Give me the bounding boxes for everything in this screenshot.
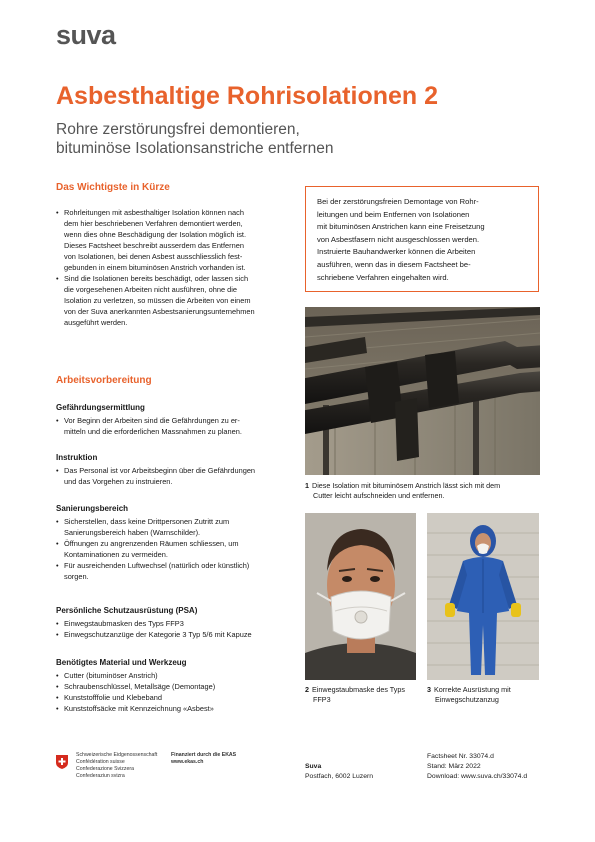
figure-caption [305, 685, 423, 704]
prep-section [56, 452, 296, 487]
factsheet-number: Factsheet Nr. 33074.d [427, 753, 494, 760]
bullet-line: Cutter (bituminöser Anstrich) [64, 671, 158, 680]
bullet-line: Kunststoffsäcke mit Kennzeichnung «Asbest» [64, 704, 214, 713]
confederation-block [76, 752, 166, 780]
bullet-item [56, 681, 296, 692]
bullet-item [56, 516, 296, 538]
factsheet-date: Stand: März 2022 [427, 763, 481, 770]
bullet-item [56, 629, 296, 640]
summary-section [56, 182, 296, 328]
bullet-line: Dieses Factsheet beschreibt ausserdem das Entfernen [64, 241, 244, 250]
bullet-line: Das Personal ist vor Arbeitsbeginn über die Gefährdungen [64, 466, 256, 475]
bullet-line: von Isolationen, bei denen Asbest ausschliesslich fest- [64, 252, 243, 261]
bullet-line: Isolation zu verletzen, so müssen die Arbeiten von einem [64, 296, 251, 305]
figure-number: 1 [305, 481, 309, 490]
info-line: Instruierte Bauhandwerker können die Arbeiten [317, 247, 476, 257]
subtitle-line: Rohre zerstörungsfrei demontieren, [56, 121, 300, 138]
bullet-line: Öffnungen zu angrenzenden Räumen schliessen, um [64, 539, 239, 548]
bullet-item [56, 618, 296, 629]
bullet-line: Einwegstaubmasken des Typs FFP3 [64, 619, 184, 628]
caption-text: FFP3 [313, 694, 331, 704]
prep-section-title: Sanierungsbereich [56, 504, 129, 513]
info-line: Bei der zerstörungsfreien Demontage von Rohr- [317, 197, 479, 206]
bullet-line: ausgeführt werden. [64, 318, 128, 327]
org-block [305, 762, 415, 782]
mask-photo [305, 513, 416, 680]
bullet-line: Vor Beginn der Arbeiten sind die Gefährdungen zu er- [64, 416, 240, 425]
prep-section-title: Gefährdungsermittlung [56, 403, 145, 412]
figure-caption [305, 481, 545, 500]
caption-text: Cutter leicht aufschneiden und entfernen. [313, 490, 445, 500]
bullet-item [56, 560, 296, 582]
bullet-line: Kunststofffolie und Klebeband [64, 693, 162, 702]
info-line: schriebene Verfahren eingehalten wird. [317, 272, 449, 282]
figure-number: 3 [427, 685, 431, 694]
bullet-line: und das Vorgehen zu instruieren. [64, 477, 173, 486]
bullet-line: mitteln und die erforderlichen Massnahmen zu planen. [64, 427, 242, 436]
coverall-photo [427, 513, 539, 680]
bullet-item [56, 207, 296, 273]
bullet-item [56, 465, 296, 487]
prep-section-title: Benötigtes Material und Werkzeug [56, 658, 187, 667]
prep-bullets [56, 670, 296, 714]
download-link[interactable]: Download: www.suva.ch/33074.d [427, 773, 528, 780]
confederation-line: Confederazione Svizzera [76, 766, 134, 772]
page-title: Asbesthaltige Rohrisolationen 2 [56, 82, 439, 110]
funding-line: Finanziert durch die EKAS [171, 752, 237, 758]
bullet-line: wenn dies ohne Beschädigung der Isolation möglich ist. [64, 230, 247, 239]
confederation-line: Confédération suisse [76, 759, 125, 765]
prep-section [56, 503, 296, 582]
bullet-item [56, 670, 296, 681]
bullet-item [56, 273, 296, 328]
swiss-coat-of-arms-icon [56, 755, 68, 769]
figure-caption [427, 685, 545, 704]
prep-section [56, 657, 296, 714]
subtitle-line: bituminöse Isolationsanstriche entfernen [56, 140, 334, 157]
info-line: leitungen und beim Entfernen von Isolationen [317, 209, 470, 219]
bullet-line: von der Suva anerkannten Asbestsanierungsunternehmen [64, 307, 255, 316]
info-box-text [317, 196, 528, 284]
caption-text: Diese Isolation mit bituminösem Anstrich lässt sich mit dem [312, 481, 501, 490]
preparation-heading: Arbeitsvorbereitung [56, 375, 152, 386]
org-address: Postfach, 6002 Luzern [305, 773, 374, 780]
funding-block [171, 752, 261, 766]
bullet-line: Sind die Isolationen bereits beschädigt, oder lassen sich [64, 274, 249, 283]
bullet-line: Für ausreichenden Luftwechsel (natürlich oder künstlich) [64, 561, 250, 570]
bullet-line: gebunden in einem bituminösen Anstrich vorhanden ist. [64, 263, 246, 272]
summary-heading: Das Wichtigste in Kürze [56, 182, 170, 193]
prep-bullets [56, 516, 296, 582]
info-line: mit bituminösen Anstrichen kann eine Freisetzung [317, 222, 485, 232]
bullet-line: Sicherstellen, dass keine Drittpersonen Zutritt zum [64, 517, 230, 526]
bullet-line: Kontaminationen zu vermeiden. [64, 550, 168, 559]
bullet-line: Einwegschutzanzüge der Kategorie 3 Typ 5/6 mit Kapuze [64, 630, 252, 639]
pipe-insulation-photo [305, 307, 540, 475]
bullet-item [56, 538, 296, 560]
prep-bullets [56, 618, 296, 640]
bullet-item [56, 692, 296, 703]
suva-logo: suva [56, 20, 116, 50]
bullet-line: Sanierungsbereich haben (Warnschilder). [64, 528, 201, 537]
caption-text: Einwegstaubmaske des Typs [312, 685, 405, 694]
bullet-line: die vorgesehenen Arbeiten nicht ausführen, ohne die [64, 285, 237, 294]
prep-section [56, 605, 296, 640]
factsheet-meta [427, 752, 547, 782]
caption-text: Einwegschutzanzug [435, 694, 499, 704]
prep-section-title: Instruktion [56, 453, 98, 462]
bullet-item [56, 415, 296, 437]
bullet-line: Schraubenschlüssel, Metallsäge (Demontage) [64, 682, 216, 691]
bullet-item [56, 703, 296, 714]
confederation-line: Schweizerische Eidgenossenschaft [76, 752, 158, 758]
org-name: Suva [305, 763, 322, 770]
bullet-line: sorgen. [64, 572, 89, 581]
funding-link[interactable]: www.ekas.ch [171, 759, 204, 765]
page-subtitle [56, 120, 476, 158]
confederation-line: Confederaziun svizra [76, 773, 125, 779]
info-line: von Asbestfasern nicht ausgeschlossen werden. [317, 234, 480, 244]
info-line: ausführen, wenn das in diesem Factsheet be- [317, 259, 471, 269]
summary-list [56, 207, 296, 328]
info-box [305, 186, 539, 292]
prep-bullets [56, 465, 296, 487]
preparation-heading-block [56, 375, 296, 386]
caption-text: Korrekte Ausrüstung mit [434, 685, 511, 694]
bullet-line: Rohrleitungen mit asbesthaltiger Isolation können nach [64, 208, 244, 217]
prep-section-title: Persönliche Schutzausrüstung (PSA) [56, 606, 198, 615]
prep-section [56, 402, 296, 437]
figure-number: 2 [305, 685, 309, 694]
bullet-line: dem hier beschriebenen Verfahren demontiert werden, [64, 219, 243, 228]
prep-bullets [56, 415, 296, 437]
